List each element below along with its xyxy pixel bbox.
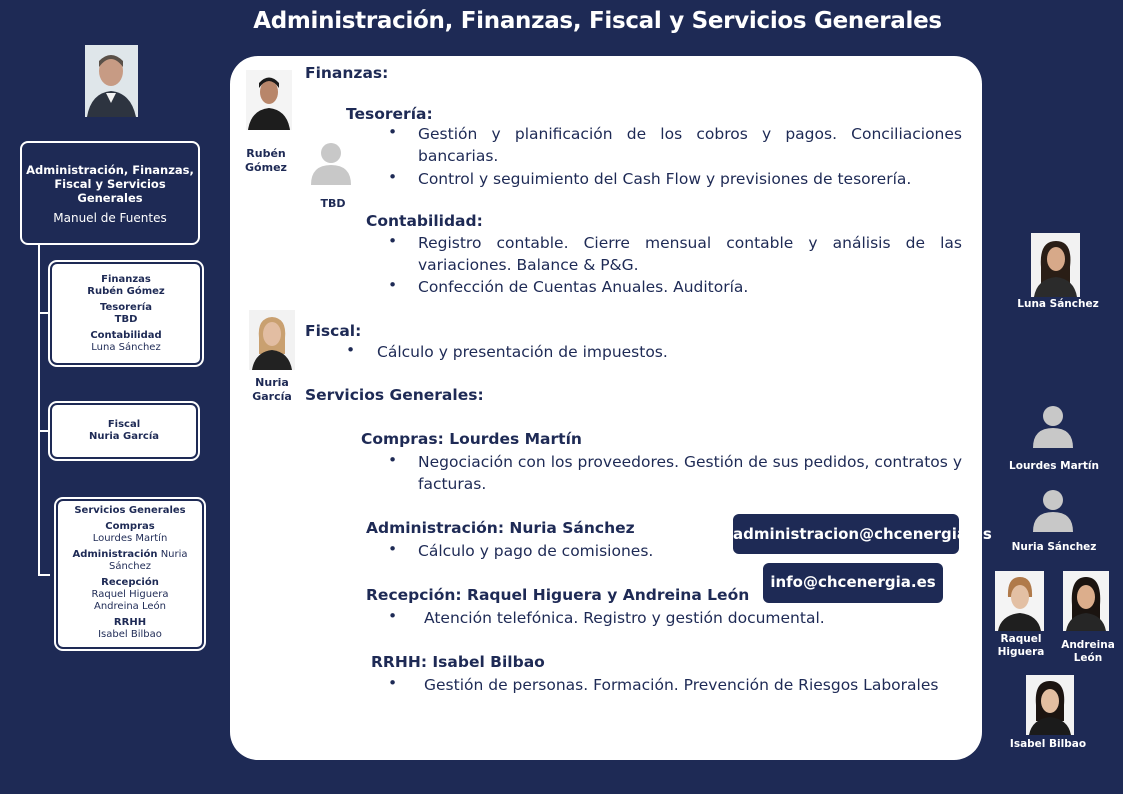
- finanzas-heading: Finanzas:: [305, 64, 389, 82]
- page-title: Administración, Finanzas, Fiscal y Servicios Generales: [253, 8, 942, 34]
- contabilidad-item-2: Confección de Cuentas Anuales. Auditoría.: [418, 278, 749, 296]
- bullet: •: [388, 540, 398, 558]
- andreina-photo: [1063, 571, 1109, 631]
- rrhh-item-1: Gestión de personas. Formación. Prevención de Riesgos Laborales: [424, 676, 939, 694]
- bullet: •: [388, 276, 398, 294]
- tbd-placeholder-icon: [309, 141, 353, 185]
- org-connector-1: [38, 312, 50, 314]
- rrhh-label: RRHH: [113, 617, 147, 628]
- recepcion-name-2: Andreina León: [94, 601, 166, 612]
- fiscal-name: Nuria García: [88, 431, 160, 442]
- compras-name: Lourdes Martín: [92, 533, 168, 544]
- admin-label: Administración: [72, 549, 158, 560]
- lourdes-name: Lourdes Martín: [1009, 460, 1099, 472]
- tesoreria-item-1: Gestión y planificación de los cobros y pagos. Conciliaciones bancarias.: [418, 125, 962, 165]
- email-administracion[interactable]: administracion@chcenergia.es: [733, 514, 959, 554]
- nuria-sanchez-name: Nuria Sánchez: [1011, 541, 1097, 553]
- isabel-photo: [1026, 675, 1074, 735]
- bullet: •: [388, 123, 398, 141]
- servicios-label: Servicios Generales: [74, 505, 186, 516]
- manager-photo: [85, 45, 138, 117]
- raquel-photo: [995, 571, 1044, 631]
- rrhh-heading: RRHH: Isabel Bilbao: [371, 653, 545, 671]
- compras-heading: Compras: Lourdes Martín: [361, 430, 582, 448]
- recepcion-item-1: Atención telefónica. Registro y gestión documental.: [424, 609, 825, 627]
- contabilidad-label: Contabilidad: [90, 330, 162, 341]
- rrhh-name: Isabel Bilbao: [98, 629, 162, 640]
- tesoreria-name: TBD: [114, 314, 138, 325]
- fiscal-label: Fiscal: [107, 419, 141, 430]
- ruben-photo: [246, 70, 292, 130]
- finanzas-name: Rubén Gómez: [87, 286, 165, 297]
- bullet: •: [388, 607, 398, 625]
- ruben-name: Rubén Gómez: [245, 147, 287, 174]
- head-name: Manuel de Fuentes: [53, 211, 167, 225]
- compras-label: Compras: [105, 521, 155, 532]
- admin-line: [58, 549, 202, 573]
- tbd-name: TBD: [320, 197, 346, 210]
- email-info[interactable]: info@chcenergia.es: [763, 563, 943, 603]
- tesoreria-item-2: Control y seguimiento del Cash Flow y previsiones de tesorería.: [418, 170, 912, 188]
- nuria-garcia-photo: [249, 310, 295, 370]
- org-connector-3: [38, 574, 50, 576]
- lourdes-placeholder-icon: [1031, 404, 1075, 448]
- luna-photo: [1031, 233, 1080, 297]
- nuria-sanchez-placeholder-icon: [1031, 488, 1075, 532]
- bullet: •: [388, 451, 398, 469]
- raquel-name-text: Raquel Higuera: [997, 633, 1045, 658]
- fiscal-box: [50, 403, 198, 459]
- nuria-garcia-name: Nuria García: [252, 376, 292, 403]
- servicios-heading: Servicios Generales:: [305, 386, 484, 404]
- andreina-name: [1058, 639, 1118, 665]
- department-title: Administración, Finanzas, Fiscal y Servicios Generales: [26, 163, 194, 205]
- recepcion-heading: Recepción: Raquel Higuera y Andreina León: [366, 586, 750, 604]
- fiscal-heading: Fiscal:: [305, 322, 362, 340]
- administracion-item-1: Cálculo y pago de comisiones.: [418, 542, 654, 560]
- contabilidad-heading: Contabilidad:: [366, 212, 483, 230]
- recepcion-name-1: Raquel Higuera: [91, 589, 169, 600]
- tesoreria-label: Tesorería: [100, 302, 152, 313]
- finanzas-label: Finanzas: [101, 274, 151, 285]
- bullet: •: [388, 232, 398, 250]
- contabilidad-item-1: Registro contable. Cierre mensual contable y análisis de las variaciones. Balance & P&G.: [418, 234, 962, 274]
- contabilidad-name: Luna Sánchez: [91, 342, 161, 353]
- responsibilities-panel: [230, 56, 982, 760]
- compras-item-1: Negociación con los proveedores. Gestión de sus pedidos, contratos y facturas.: [418, 453, 962, 493]
- org-connector-2: [38, 430, 50, 432]
- recepcion-label: Recepción: [101, 577, 159, 588]
- andreina-name-text: Andreina León: [1061, 639, 1115, 664]
- luna-name: Luna Sánchez: [1017, 298, 1099, 310]
- bullet: •: [346, 341, 356, 359]
- tesoreria-heading: Tesorería:: [346, 105, 433, 123]
- org-connector-vertical: [38, 245, 40, 576]
- admin-name: Nuria Sánchez: [108, 549, 188, 572]
- finanzas-box: [50, 262, 202, 365]
- bullet: •: [388, 674, 398, 692]
- bullet: •: [388, 168, 398, 186]
- head-of-department-box: [20, 141, 200, 245]
- administracion-heading: Administración: Nuria Sánchez: [366, 519, 635, 537]
- isabel-name: Isabel Bilbao: [1009, 738, 1087, 750]
- servicios-generales-box: [56, 499, 204, 649]
- fiscal-item-1: Cálculo y presentación de impuestos.: [377, 343, 668, 361]
- raquel-name: [990, 633, 1052, 659]
